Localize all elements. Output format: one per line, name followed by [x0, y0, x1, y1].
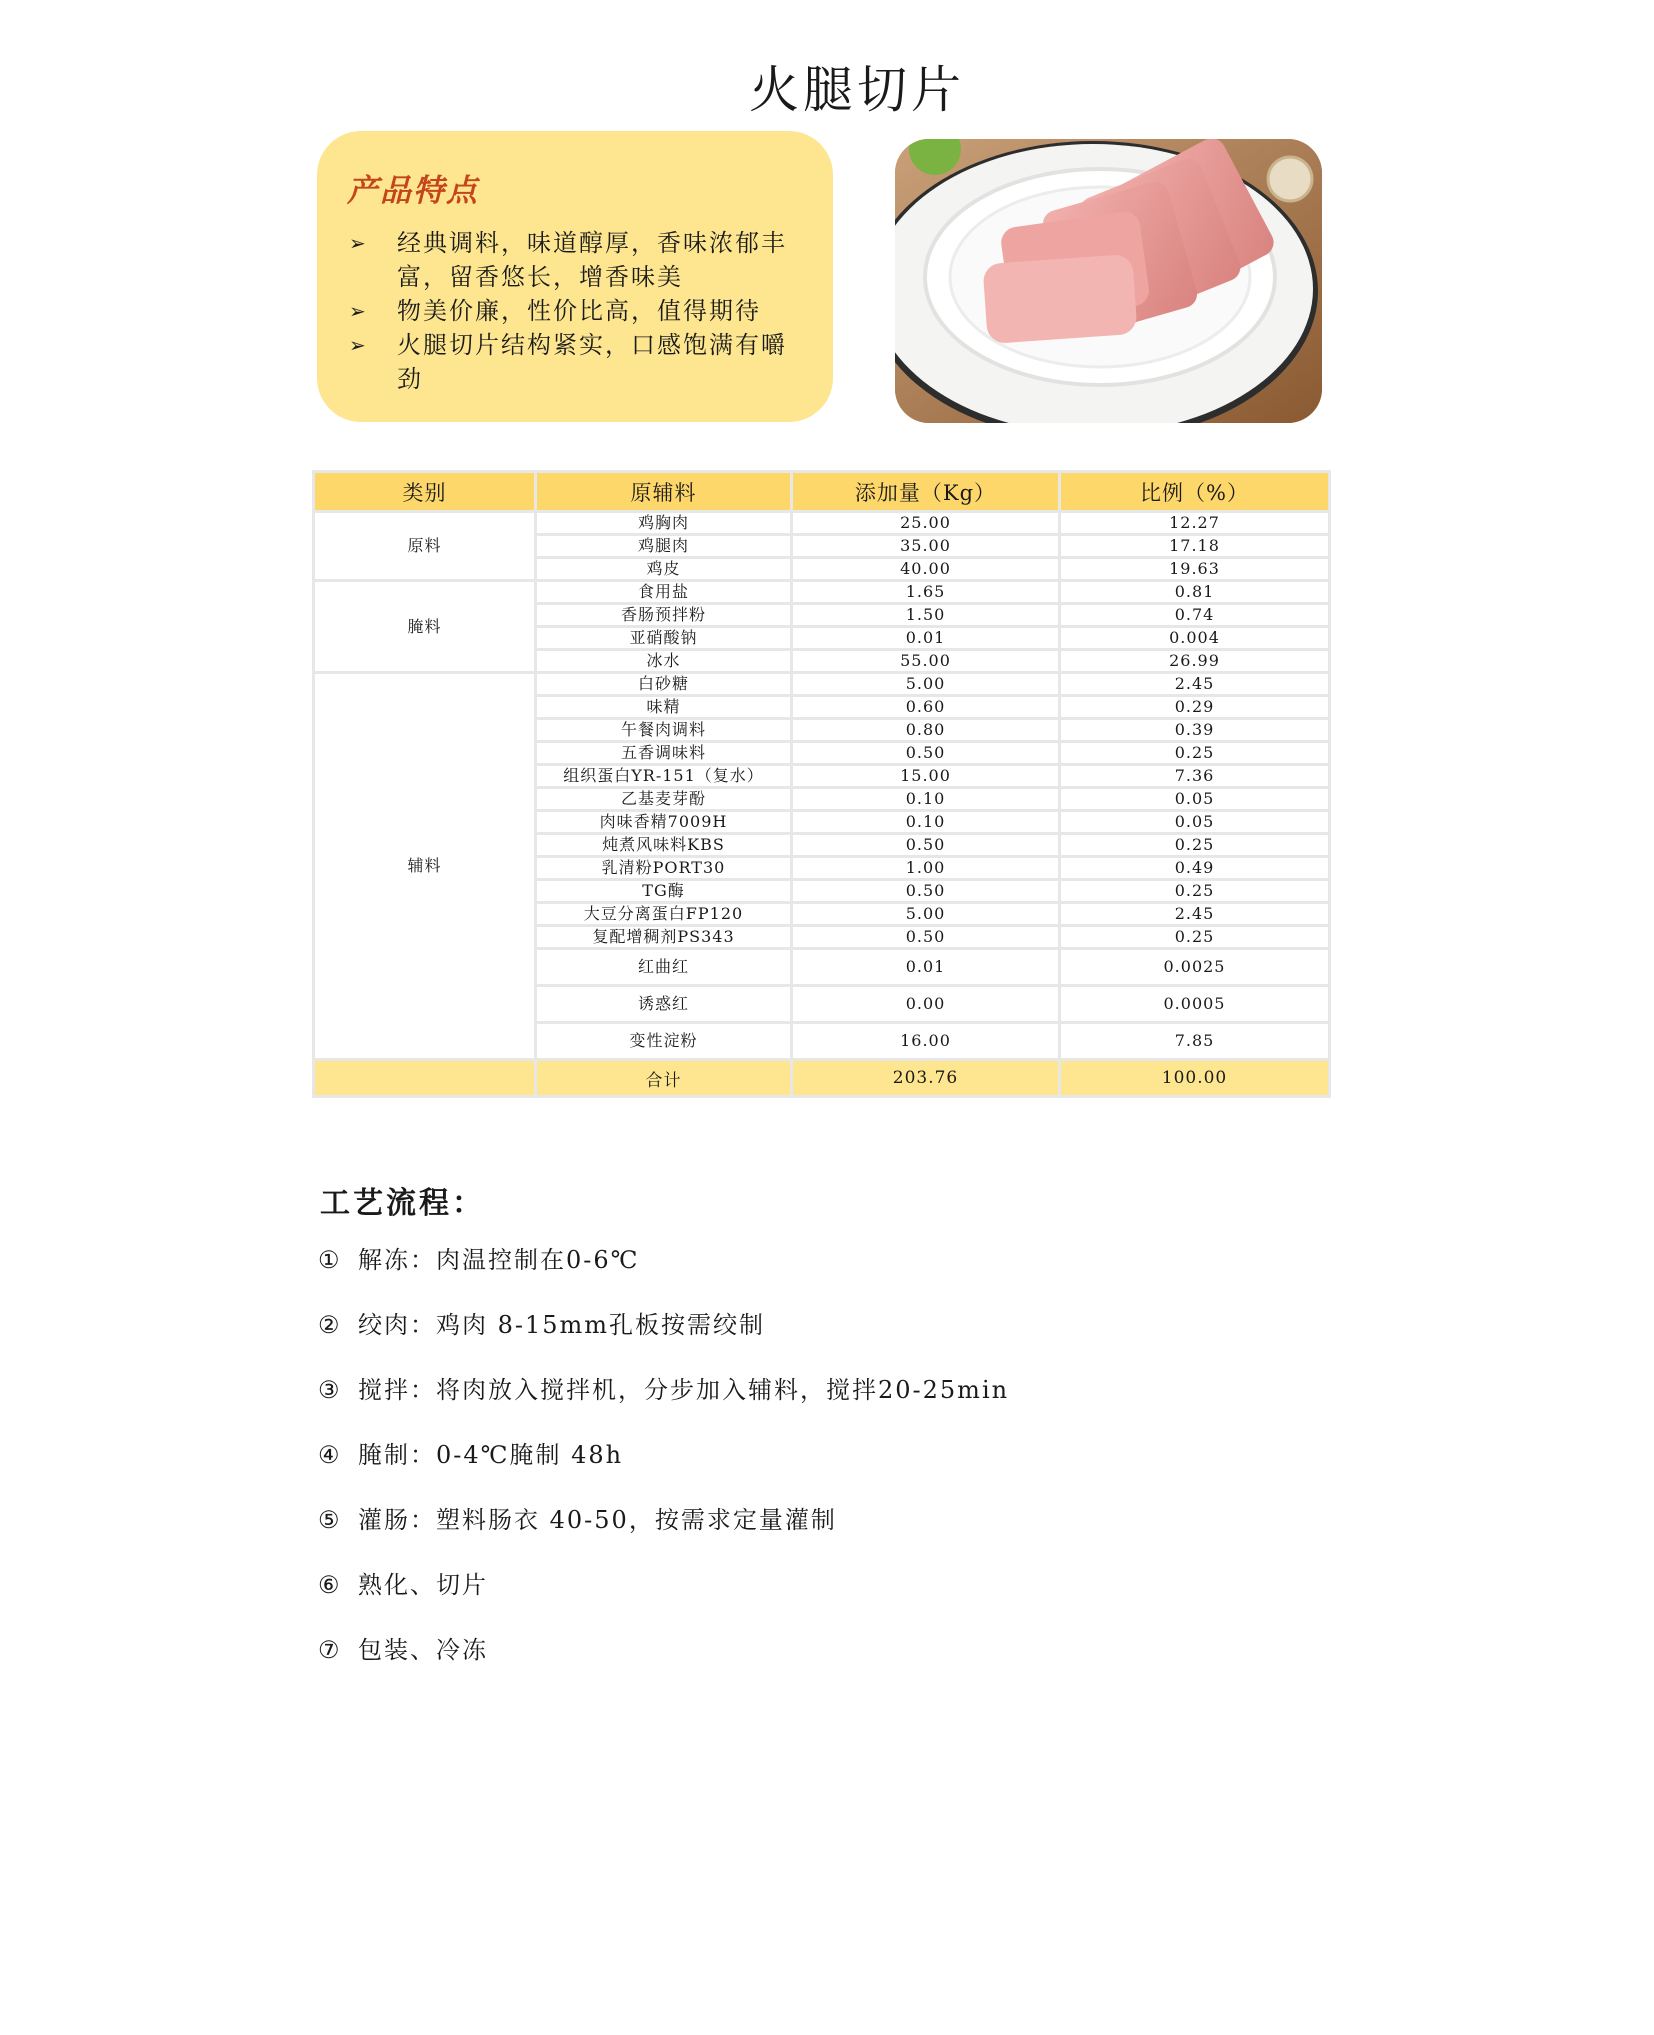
ratio-cell: 0.05: [1060, 811, 1330, 834]
category-cell: 原料: [314, 512, 536, 581]
ingredient-cell: TG酶: [536, 880, 792, 903]
step-text: 解冻：肉温控制在0-6℃: [358, 1246, 640, 1274]
ingredient-cell: 味精: [536, 696, 792, 719]
page-title: 火腿切片: [749, 61, 965, 119]
amount-cell: 40.00: [792, 558, 1060, 581]
ingredient-cell: 红曲红: [536, 949, 792, 986]
ratio-cell: 2.45: [1060, 673, 1330, 696]
amount-cell: 55.00: [792, 650, 1060, 673]
ingredient-cell: 冰水: [536, 650, 792, 673]
amount-cell: 5.00: [792, 673, 1060, 696]
amount-cell: 0.60: [792, 696, 1060, 719]
ingredient-cell: 组织蛋白YR-151（复水）: [536, 765, 792, 788]
total-ratio: 100.00: [1060, 1060, 1330, 1097]
step-text: 绞肉：鸡肉 8-15mm孔板按需绞制: [358, 1311, 766, 1339]
ingredient-cell: 变性淀粉: [536, 1023, 792, 1060]
ingredient-cell: 亚硝酸钠: [536, 627, 792, 650]
amount-cell: 0.50: [792, 926, 1060, 949]
feature-text: 火腿切片结构紧实，口感饱满有嚼劲: [397, 331, 787, 393]
ratio-cell: 7.85: [1060, 1023, 1330, 1060]
ratio-cell: 0.81: [1060, 581, 1330, 604]
ingredient-cell: 鸡胸肉: [536, 512, 792, 535]
amount-cell: 0.50: [792, 742, 1060, 765]
step-text: 腌制：0-4℃腌制 48h: [358, 1441, 624, 1469]
step-text: 包装、冷冻: [358, 1636, 488, 1664]
ratio-cell: 0.39: [1060, 719, 1330, 742]
amount-cell: 0.01: [792, 949, 1060, 986]
feature-item: [347, 226, 805, 294]
total-label: 合计: [536, 1060, 792, 1097]
ingredient-cell: 诱惑红: [536, 986, 792, 1023]
ingredient-cell: 炖煮风味料KBS: [536, 834, 792, 857]
arrow-bullet-icon: ➢: [349, 231, 368, 255]
ratio-cell: 0.29: [1060, 696, 1330, 719]
ratio-cell: 0.25: [1060, 834, 1330, 857]
step-number: ③: [318, 1376, 342, 1404]
amount-cell: 25.00: [792, 512, 1060, 535]
ratio-cell: 7.36: [1060, 765, 1330, 788]
ratio-cell: 0.49: [1060, 857, 1330, 880]
process-step: [318, 1373, 1009, 1438]
process-step: [318, 1438, 1009, 1503]
ingredient-cell: 白砂糖: [536, 673, 792, 696]
ingredient-cell: 鸡皮: [536, 558, 792, 581]
table-header-row: [314, 472, 1330, 512]
header-ingredient: 原辅料: [536, 472, 792, 512]
ingredient-cell: 香肠预拌粉: [536, 604, 792, 627]
ratio-cell: 0.004: [1060, 627, 1330, 650]
total-amount: 203.76: [792, 1060, 1060, 1097]
ratio-cell: 0.0025: [1060, 949, 1330, 986]
ingredient-cell: 食用盐: [536, 581, 792, 604]
arrow-bullet-icon: ➢: [349, 333, 368, 357]
step-text: 熟化、切片: [358, 1571, 488, 1599]
ratio-cell: 0.05: [1060, 788, 1330, 811]
step-number: ⑥: [318, 1571, 342, 1599]
feature-text: 经典调料，味道醇厚，香味浓郁丰富，留香悠长，增香味美: [397, 229, 787, 291]
table-body: [314, 512, 1330, 1060]
process-step-list: [318, 1243, 1009, 1698]
feature-item: [347, 294, 805, 328]
ratio-cell: 0.25: [1060, 926, 1330, 949]
straw-ball-icon: [1268, 157, 1312, 201]
header-amount: 添加量（Kg）: [792, 472, 1060, 512]
amount-cell: 0.00: [792, 986, 1060, 1023]
ratio-cell: 0.74: [1060, 604, 1330, 627]
amount-cell: 0.50: [792, 834, 1060, 857]
amount-cell: 16.00: [792, 1023, 1060, 1060]
ratio-cell: 26.99: [1060, 650, 1330, 673]
amount-cell: 5.00: [792, 903, 1060, 926]
ingredient-cell: 乳清粉PORT30: [536, 857, 792, 880]
step-number: ⑦: [318, 1636, 342, 1664]
ingredient-cell: 复配增稠剂PS343: [536, 926, 792, 949]
step-text: 搅拌：将肉放入搅拌机，分步加入辅料，搅拌20-25min: [358, 1376, 1010, 1404]
step-number: ④: [318, 1441, 342, 1469]
step-text: 灌肠：塑料肠衣 40-50，按需求定量灌制: [358, 1506, 837, 1534]
process-step: [318, 1503, 1009, 1568]
process-heading: 工艺流程：: [320, 1186, 485, 1221]
table-row: [314, 673, 1330, 696]
recipe-table: [312, 470, 1331, 1098]
amount-cell: 1.65: [792, 581, 1060, 604]
ratio-cell: 0.25: [1060, 742, 1330, 765]
table-row: [314, 512, 1330, 535]
ingredient-cell: 午餐肉调料: [536, 719, 792, 742]
arrow-bullet-icon: ➢: [349, 299, 368, 323]
ratio-cell: 0.0005: [1060, 986, 1330, 1023]
feature-text: 物美价廉，性价比高，值得期待: [397, 297, 761, 325]
step-number: ②: [318, 1311, 342, 1339]
amount-cell: 0.80: [792, 719, 1060, 742]
ratio-cell: 0.25: [1060, 880, 1330, 903]
header-category: 类别: [314, 472, 536, 512]
amount-cell: 0.01: [792, 627, 1060, 650]
process-step: [318, 1633, 1009, 1698]
ingredient-cell: 乙基麦芽酚: [536, 788, 792, 811]
amount-cell: 0.50: [792, 880, 1060, 903]
sliced-ham-plate-photo: [895, 139, 1322, 423]
feature-item: [347, 328, 805, 396]
category-cell: 辅料: [314, 673, 536, 1060]
ingredient-cell: 鸡腿肉: [536, 535, 792, 558]
process-step: [318, 1308, 1009, 1373]
amount-cell: 35.00: [792, 535, 1060, 558]
ratio-cell: 2.45: [1060, 903, 1330, 926]
process-step: [318, 1243, 1009, 1308]
ham-plate-illustration: [895, 139, 1322, 423]
ratio-cell: 12.27: [1060, 512, 1330, 535]
process-step: [318, 1568, 1009, 1633]
ingredient-cell: 五香调味料: [536, 742, 792, 765]
total-empty-cell: [314, 1060, 536, 1097]
ratio-cell: 17.18: [1060, 535, 1330, 558]
product-features-panel: [317, 131, 833, 422]
ratio-cell: 19.63: [1060, 558, 1330, 581]
amount-cell: 1.00: [792, 857, 1060, 880]
category-cell: 腌料: [314, 581, 536, 673]
step-number: ①: [318, 1246, 342, 1274]
table-row: [314, 581, 1330, 604]
amount-cell: 0.10: [792, 811, 1060, 834]
feature-list: [347, 226, 805, 396]
amount-cell: 0.10: [792, 788, 1060, 811]
ingredient-cell: 大豆分离蛋白FP120: [536, 903, 792, 926]
header-ratio: 比例（%）: [1060, 472, 1330, 512]
step-number: ⑤: [318, 1506, 342, 1534]
total-row: [314, 1060, 1330, 1097]
features-heading: 产品特点: [347, 173, 479, 209]
ingredient-cell: 肉味香精7009H: [536, 811, 792, 834]
recipe-table-container: [312, 470, 1328, 1098]
amount-cell: 15.00: [792, 765, 1060, 788]
amount-cell: 1.50: [792, 604, 1060, 627]
